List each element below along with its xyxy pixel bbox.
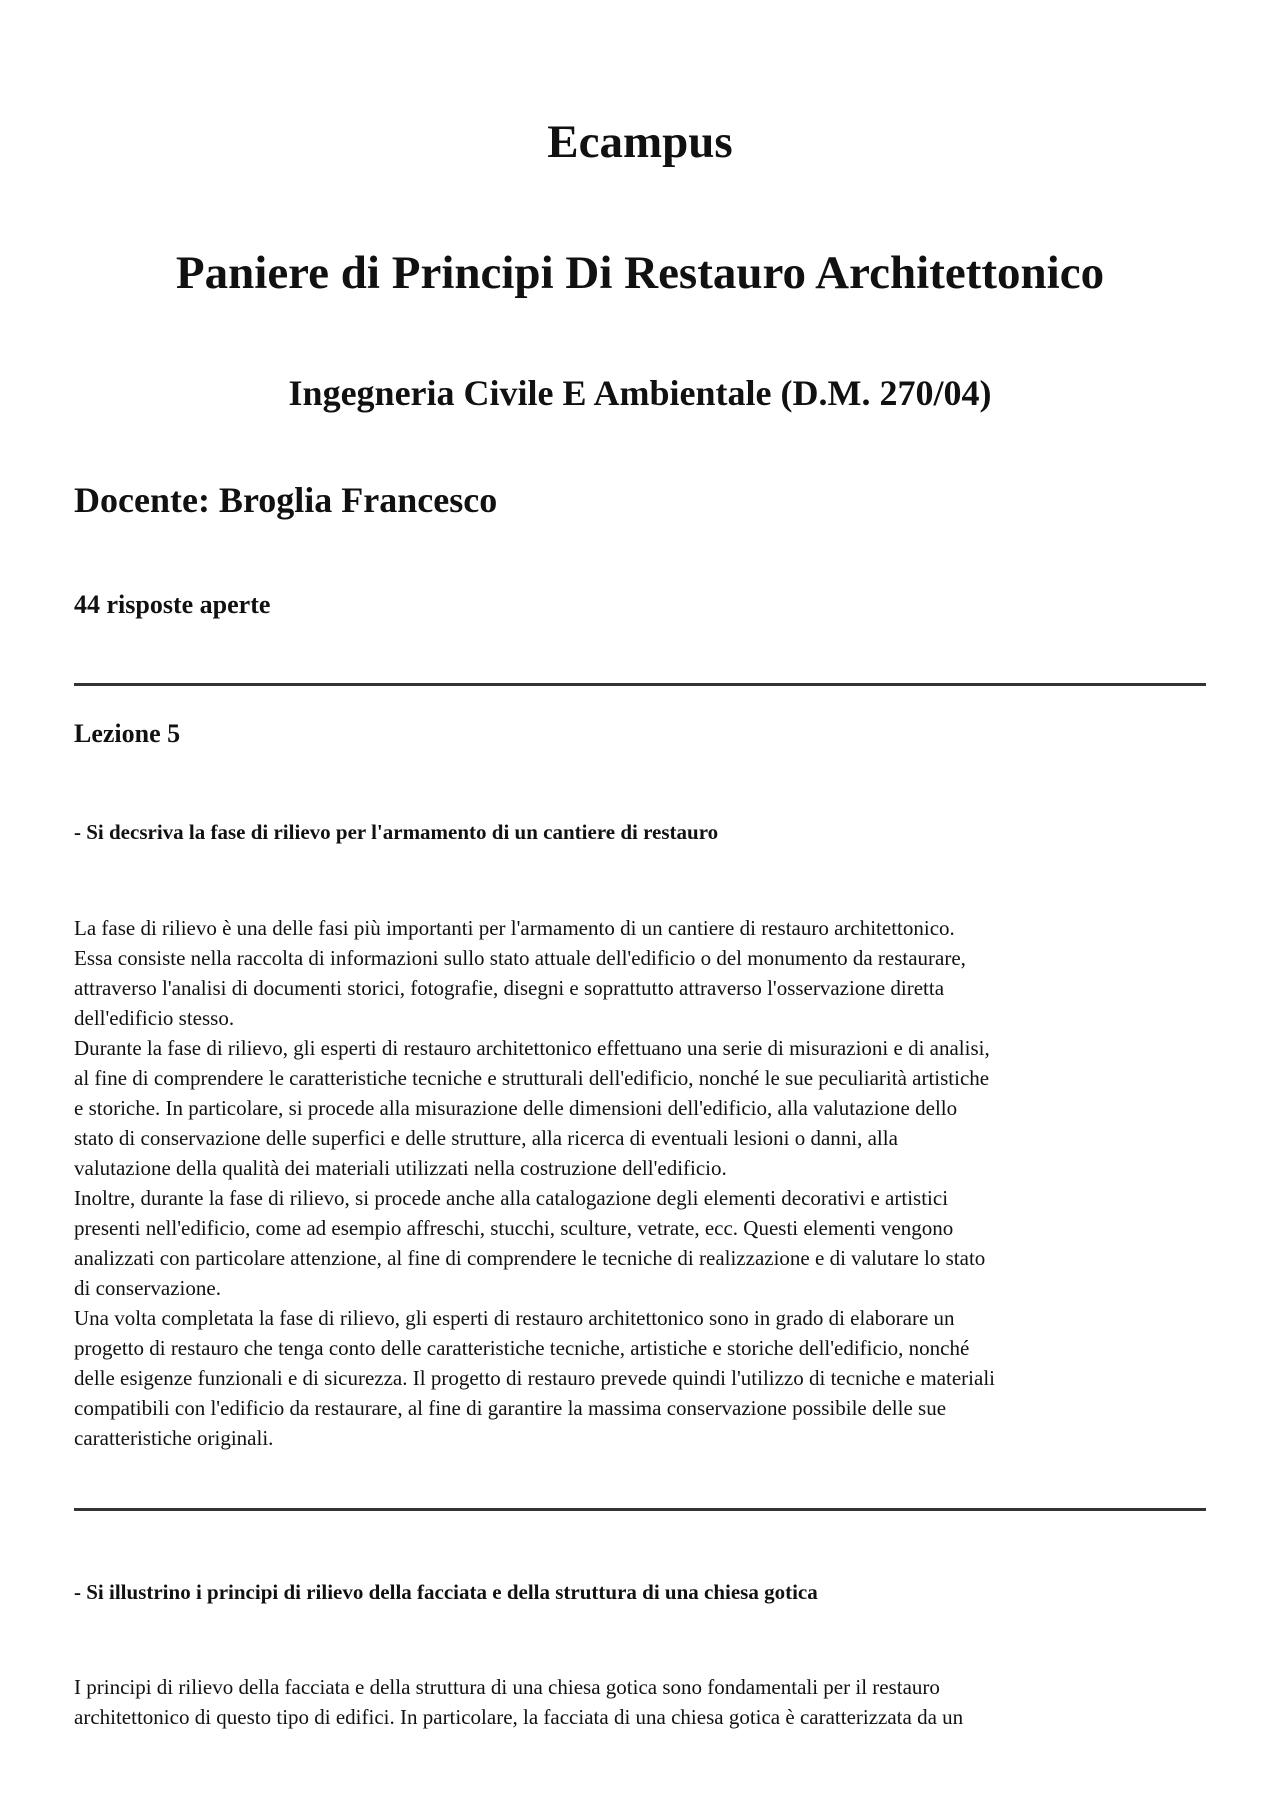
answer-line: analizzati con particolare attenzione, al fine di comprendere le tecniche di realizzazione e di valutare lo stato bbox=[74, 1246, 986, 1270]
answer-line: Durante la fase di rilievo, gli esperti di restauro architettonico effettuano una serie di misurazioni e di analisi, bbox=[74, 1036, 990, 1060]
answer-line: compatibili con l'edificio da restaurare, al fine di garantire la massima conservazione possibile delle sue bbox=[74, 1396, 947, 1420]
answer-line: dell'edificio stesso. bbox=[74, 1006, 235, 1030]
answer-line: La fase di rilievo è una delle fasi più importanti per l'armamento di un cantiere di restauro architettonico. bbox=[74, 916, 955, 940]
horizontal-divider bbox=[74, 683, 1206, 686]
lesson-title: Lezione 5 bbox=[74, 719, 181, 748]
answer-2 bbox=[74, 1672, 1206, 1732]
answer-line: progetto di restauro che tenga conto delle caratteristiche tecniche, artistiche e storiche dell'edificio, nonché bbox=[74, 1336, 970, 1360]
question-2: - Si illustrino i principi di rilievo della facciata e della struttura di una chiesa gotica bbox=[74, 1580, 818, 1604]
answer-line: caratteristiche originali. bbox=[74, 1426, 274, 1450]
answer-line: di conservazione. bbox=[74, 1276, 221, 1300]
answer-line: al fine di comprendere le caratteristiche tecniche e strutturali dell'edificio, nonché le sue peculiarità artistiche bbox=[74, 1066, 990, 1090]
answer-line: e storiche. In particolare, si procede alla misurazione delle dimensioni dell'edificio, alla valutazione dello bbox=[74, 1096, 958, 1120]
answer-line: I principi di rilievo della facciata e della struttura di una chiesa gotica sono fondamentali per il restauro bbox=[74, 1675, 940, 1699]
course-title: Paniere di Principi Di Restauro Architettonico bbox=[175, 247, 1105, 299]
answer-line: stato di conservazione delle superfici e delle strutture, alla ricerca di eventuali lesioni o danni, alla bbox=[74, 1126, 898, 1150]
answer-line: Una volta completata la fase di rilievo, gli esperti di restauro architettonico sono in grado di elaborare un bbox=[74, 1306, 955, 1330]
answer-line: valutazione della qualità dei materiali utilizzati nella costruzione dell'edificio. bbox=[74, 1156, 727, 1180]
horizontal-divider bbox=[74, 1508, 1206, 1511]
answer-line: Essa consiste nella raccolta di informazioni sullo stato attuale dell'edificio o del monumento da restaurare, bbox=[74, 946, 966, 970]
answer-line: attraverso l'analisi di documenti storici, fotografie, disegni e soprattutto attraverso l'osservazione diretta bbox=[74, 976, 945, 1000]
answer-line: presenti nell'edificio, come ad esempio affreschi, stucchi, sculture, vetrate, ecc. Questi elementi vengono bbox=[74, 1216, 954, 1240]
site-title: Ecampus bbox=[547, 116, 733, 168]
answer-line: architettonico di questo tipo di edifici. In particolare, la facciata di una chiesa gotica è caratterizzata da un bbox=[74, 1705, 964, 1729]
answers-count: 44 risposte aperte bbox=[74, 590, 271, 619]
answer-line: delle esigenze funzionali e di sicurezza. Il progetto di restauro prevede quindi l'utilizzo di tecniche e materiali bbox=[74, 1366, 995, 1390]
teacher-heading: Docente: Broglia Francesco bbox=[74, 480, 498, 520]
question-1: - Si decsriva la fase di rilievo per l'armamento di un cantiere di restauro bbox=[74, 820, 719, 844]
degree-title: Ingegneria Civile E Ambientale (D.M. 270/04) bbox=[288, 373, 992, 413]
answer-line: Inoltre, durante la fase di rilievo, si procede anche alla catalogazione degli elementi decorativi e artistici bbox=[74, 1186, 949, 1210]
answer-1 bbox=[74, 913, 1206, 1453]
